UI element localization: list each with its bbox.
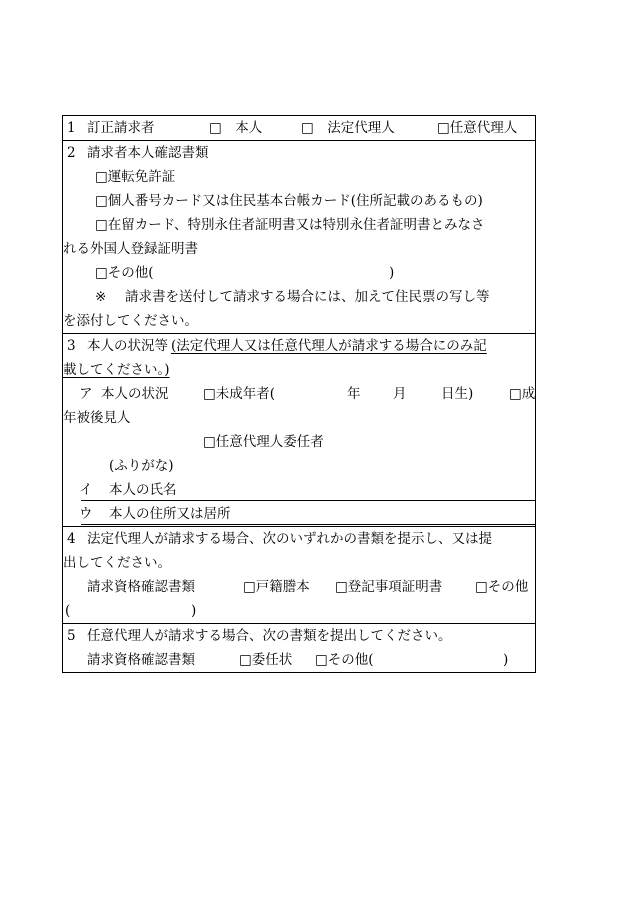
checkbox-legal-agent[interactable]: □ 法定代理人 xyxy=(301,120,395,136)
checkbox-drivers-license[interactable]: □運転免許証 xyxy=(95,169,176,185)
subject-address-label: 本人の住所又は居所 xyxy=(109,506,231,522)
checkbox-my-number-card[interactable]: □個人番号カード又は住民基本台帳カード(住所記載のあるもの) xyxy=(95,193,483,209)
section-identity-docs xyxy=(63,140,535,333)
birth-day-label: 日生) xyxy=(441,386,474,402)
checkbox-voluntary-delegator[interactable]: □任意代理人委任者 xyxy=(203,434,324,450)
residence-card-continued: れる外国人登録証明書 xyxy=(63,241,198,257)
adult-ward-continued: 年被後見人 xyxy=(63,410,131,426)
subject-address-underline xyxy=(81,524,535,525)
other-legal-open-paren: ( xyxy=(65,603,71,619)
other-id-close-paren: ) xyxy=(389,265,395,281)
correction-request-form xyxy=(62,115,536,673)
legal-agent-instruction-continued: 出してください。 xyxy=(63,555,171,571)
section-legal-agent-docs xyxy=(63,526,535,623)
section-number: 5 xyxy=(67,628,76,644)
note-text: 請求書を送付して請求する場合には、加えて住民票の写し等 xyxy=(125,289,490,305)
item-mark-i: イ xyxy=(79,482,93,498)
note-mark: ※ xyxy=(95,289,107,305)
birth-month-label: 月 xyxy=(393,386,407,402)
item-mark-a: ア xyxy=(79,386,93,402)
identity-docs-label: 請求者本人確認書類 xyxy=(87,145,209,161)
checkbox-self[interactable]: □ 本人 xyxy=(209,120,263,136)
legal-agent-instruction: 法定代理人が請求する場合、次のいずれかの書類を提示し、又は提 xyxy=(87,531,492,547)
checkbox-residence-card[interactable]: □在留カード、特別永住者証明書又は特別永住者証明書とみなさ xyxy=(95,217,485,233)
section-number: 1 xyxy=(67,120,76,136)
section-number: 3 xyxy=(67,338,76,354)
qualification-docs-label: 請求資格確認書類 xyxy=(87,652,195,668)
checkbox-family-register[interactable]: □戸籍謄本 xyxy=(243,579,310,595)
requester-label: 訂正請求者 xyxy=(87,120,155,136)
subject-status-label: 本人の状況等 xyxy=(87,338,168,354)
section-number: 2 xyxy=(67,145,76,161)
subject-status-condition: (法定代理人又は任意代理人が請求する場合にのみ記 xyxy=(171,338,487,354)
checkbox-power-of-attorney[interactable]: □委任状 xyxy=(239,652,293,668)
checkbox-other-voluntary[interactable]: □その他( xyxy=(315,652,374,668)
checkbox-other-id[interactable]: □その他( xyxy=(95,265,154,281)
subject-status-field-label: 本人の状況 xyxy=(101,386,169,402)
checkbox-adult-ward[interactable]: □成 xyxy=(509,386,536,402)
other-voluntary-close-paren: ) xyxy=(503,652,509,668)
checkbox-minor[interactable]: □未成年者( xyxy=(203,386,276,402)
section-voluntary-agent-docs xyxy=(63,623,535,672)
subject-address-field[interactable] xyxy=(63,502,535,526)
furigana-label: (ふりがな) xyxy=(109,458,174,474)
checkbox-other-legal[interactable]: □その他 xyxy=(475,579,529,595)
note-text-continued: を添付してください。 xyxy=(63,313,198,329)
voluntary-agent-instruction: 任意代理人が請求する場合、次の書類を提出してください。 xyxy=(87,628,452,644)
section-number: 4 xyxy=(67,531,76,547)
section-requester xyxy=(63,116,535,140)
subject-name-field[interactable] xyxy=(63,478,535,502)
subject-name-underline xyxy=(81,500,535,501)
checkbox-voluntary-agent[interactable]: □任意代理人 xyxy=(437,120,518,136)
item-mark-u: ウ xyxy=(79,506,93,522)
birth-year-label: 年 xyxy=(347,386,361,402)
checkbox-registry-certificate[interactable]: □登記事項証明書 xyxy=(335,579,443,595)
qualification-docs-label: 請求資格確認書類 xyxy=(87,579,195,595)
other-legal-close-paren: ) xyxy=(191,603,197,619)
subject-name-label: 本人の氏名 xyxy=(109,482,177,498)
section-subject-status xyxy=(63,333,535,526)
subject-status-condition-continued: 載してください。) xyxy=(63,362,170,378)
